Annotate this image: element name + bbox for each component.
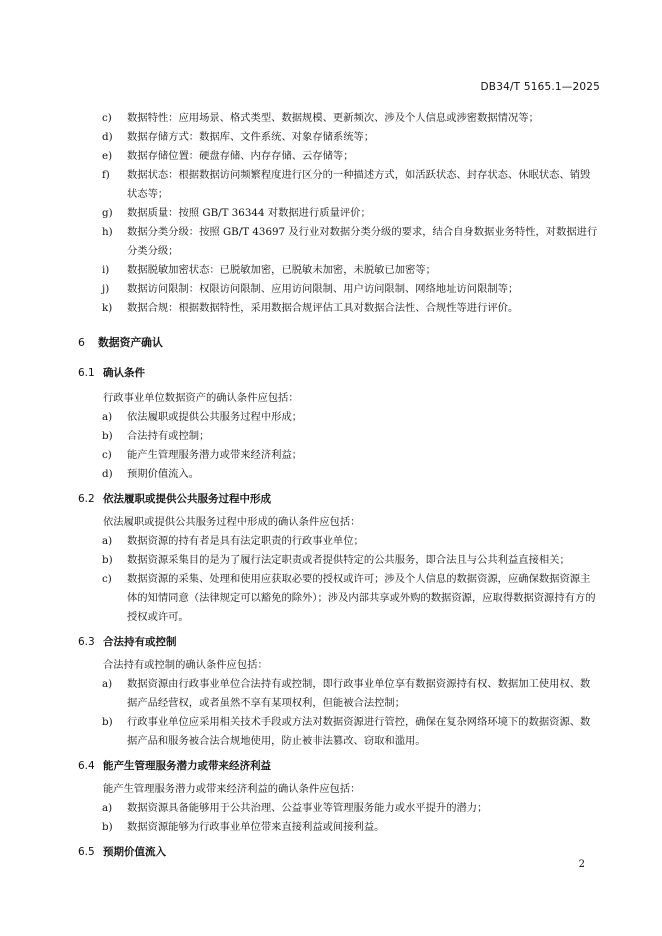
section-intro: 行政事业单位数据资产的确认条件应包括：: [103, 392, 299, 404]
list-item: c) 数据资源的采集、处理和使用应获取必要的授权或许可；涉及个人信息的数据资源，应确保数据资源主体的知情同意（法律规定可以豁免的除外）；涉及内部共享或外购的数据资源，应取得数据资源持有方的授权或许可。: [102, 573, 596, 623]
section-intro: 能产生管理服务潜力或带来经济利益的确认条件应包括：: [103, 783, 361, 795]
list-item: a) 数据资源由行政事业单位合法持有或控制，即行政事业单位享有数据资源持有权、数据加工使用权、数据产品经营权，或者虽然不享有某项权利，但能被合法控制；: [102, 678, 591, 709]
list-item: c) 数据特性：应用场景、格式类型、数据规模、更新频次、涉及个人信息或涉密数据情况等；: [102, 112, 539, 124]
list-item: g) 数据质量：按照 GB/T 36344 对数据进行质量评价；: [102, 207, 371, 219]
section-heading-6-2: 6.2 依法履职或提供公共服务过程中形成: [78, 493, 271, 505]
page-number: 2: [578, 859, 585, 870]
section-heading-6: 6 数据资产确认: [78, 336, 163, 349]
list-item: j) 数据访问限制：权限访问限制、应用访问限制、用户访问限制、网络地址访问限制等；: [102, 283, 519, 295]
list-item: f) 数据状态：根据数据访问频繁程度进行区分的一种描述方式，如活跃状态、封存状态、休眠状态、销毁状态等；: [102, 169, 591, 200]
list-item: d) 预期价值流入。: [102, 468, 200, 480]
list-item: e) 数据存储位置：硬盘存储、内存存储、云存储等；: [102, 150, 354, 162]
list-item: k) 数据合规：根据数据特性，采用数据合规评估工具对数据合法性、合规性等进行评价。: [102, 302, 519, 314]
section-heading-6-3: 6.3 合法持有或控制: [78, 636, 177, 648]
section-heading-6-4: 6.4 能产生管理服务潜力或带来经济利益: [78, 760, 271, 772]
list-item: a) 数据资源具备能够用于公共治理、公益事业等管理服务能力或水平提升的潜力；: [102, 802, 488, 814]
list-item: b) 行政事业单位应采用相关技术手段或方法对数据资源进行管控，确保在复杂网络环境下的数据资源、数据产品和服务被合法合规地使用，防止被非法篡改、窃取和滥用。: [102, 716, 591, 747]
document-code: DB34/T 5165.1—2025: [480, 81, 600, 93]
list-item: b) 合法持有或控制；: [102, 430, 210, 442]
list-item: a) 数据资源的持有者是具有法定职责的行政事业单位；: [102, 535, 364, 547]
section-intro: 依法履职或提供公共服务过程中形成的确认条件应包括：: [103, 516, 361, 528]
list-item: c) 能产生管理服务潜力或带来经济利益；: [102, 449, 303, 461]
section-heading-6-5: 6.5 预期价值流入: [78, 846, 166, 858]
list-item: a) 依法履职或提供公共服务过程中形成；: [102, 411, 303, 423]
section-intro: 合法持有或控制的确认条件应包括：: [103, 659, 268, 671]
attribute-list: [78, 109, 600, 318]
section-heading-6-1: 6.1 确认条件: [78, 367, 145, 379]
page-content: [78, 109, 600, 862]
list-item: i) 数据脱敏加密状态：已脱敏加密，已脱敏未加密，未脱敏已加密等；: [102, 264, 436, 276]
list-item: b) 数据资源能够为行政事业单位带来直接利益或间接利益。: [102, 821, 385, 833]
list-item: d) 数据存储方式：数据库、文件系统、对象存储系统等；: [102, 131, 375, 143]
list-item: b) 数据资源采集目的是为了履行法定职责或者提供特定的公共服务，即合法且与公共利益直接相关；: [102, 554, 570, 566]
list-item: h) 数据分类分级：按照 GB/T 43697 及行业对数据分类分级的要求，结合自身数据业务特性，对数据进行分类分级；: [102, 226, 598, 257]
